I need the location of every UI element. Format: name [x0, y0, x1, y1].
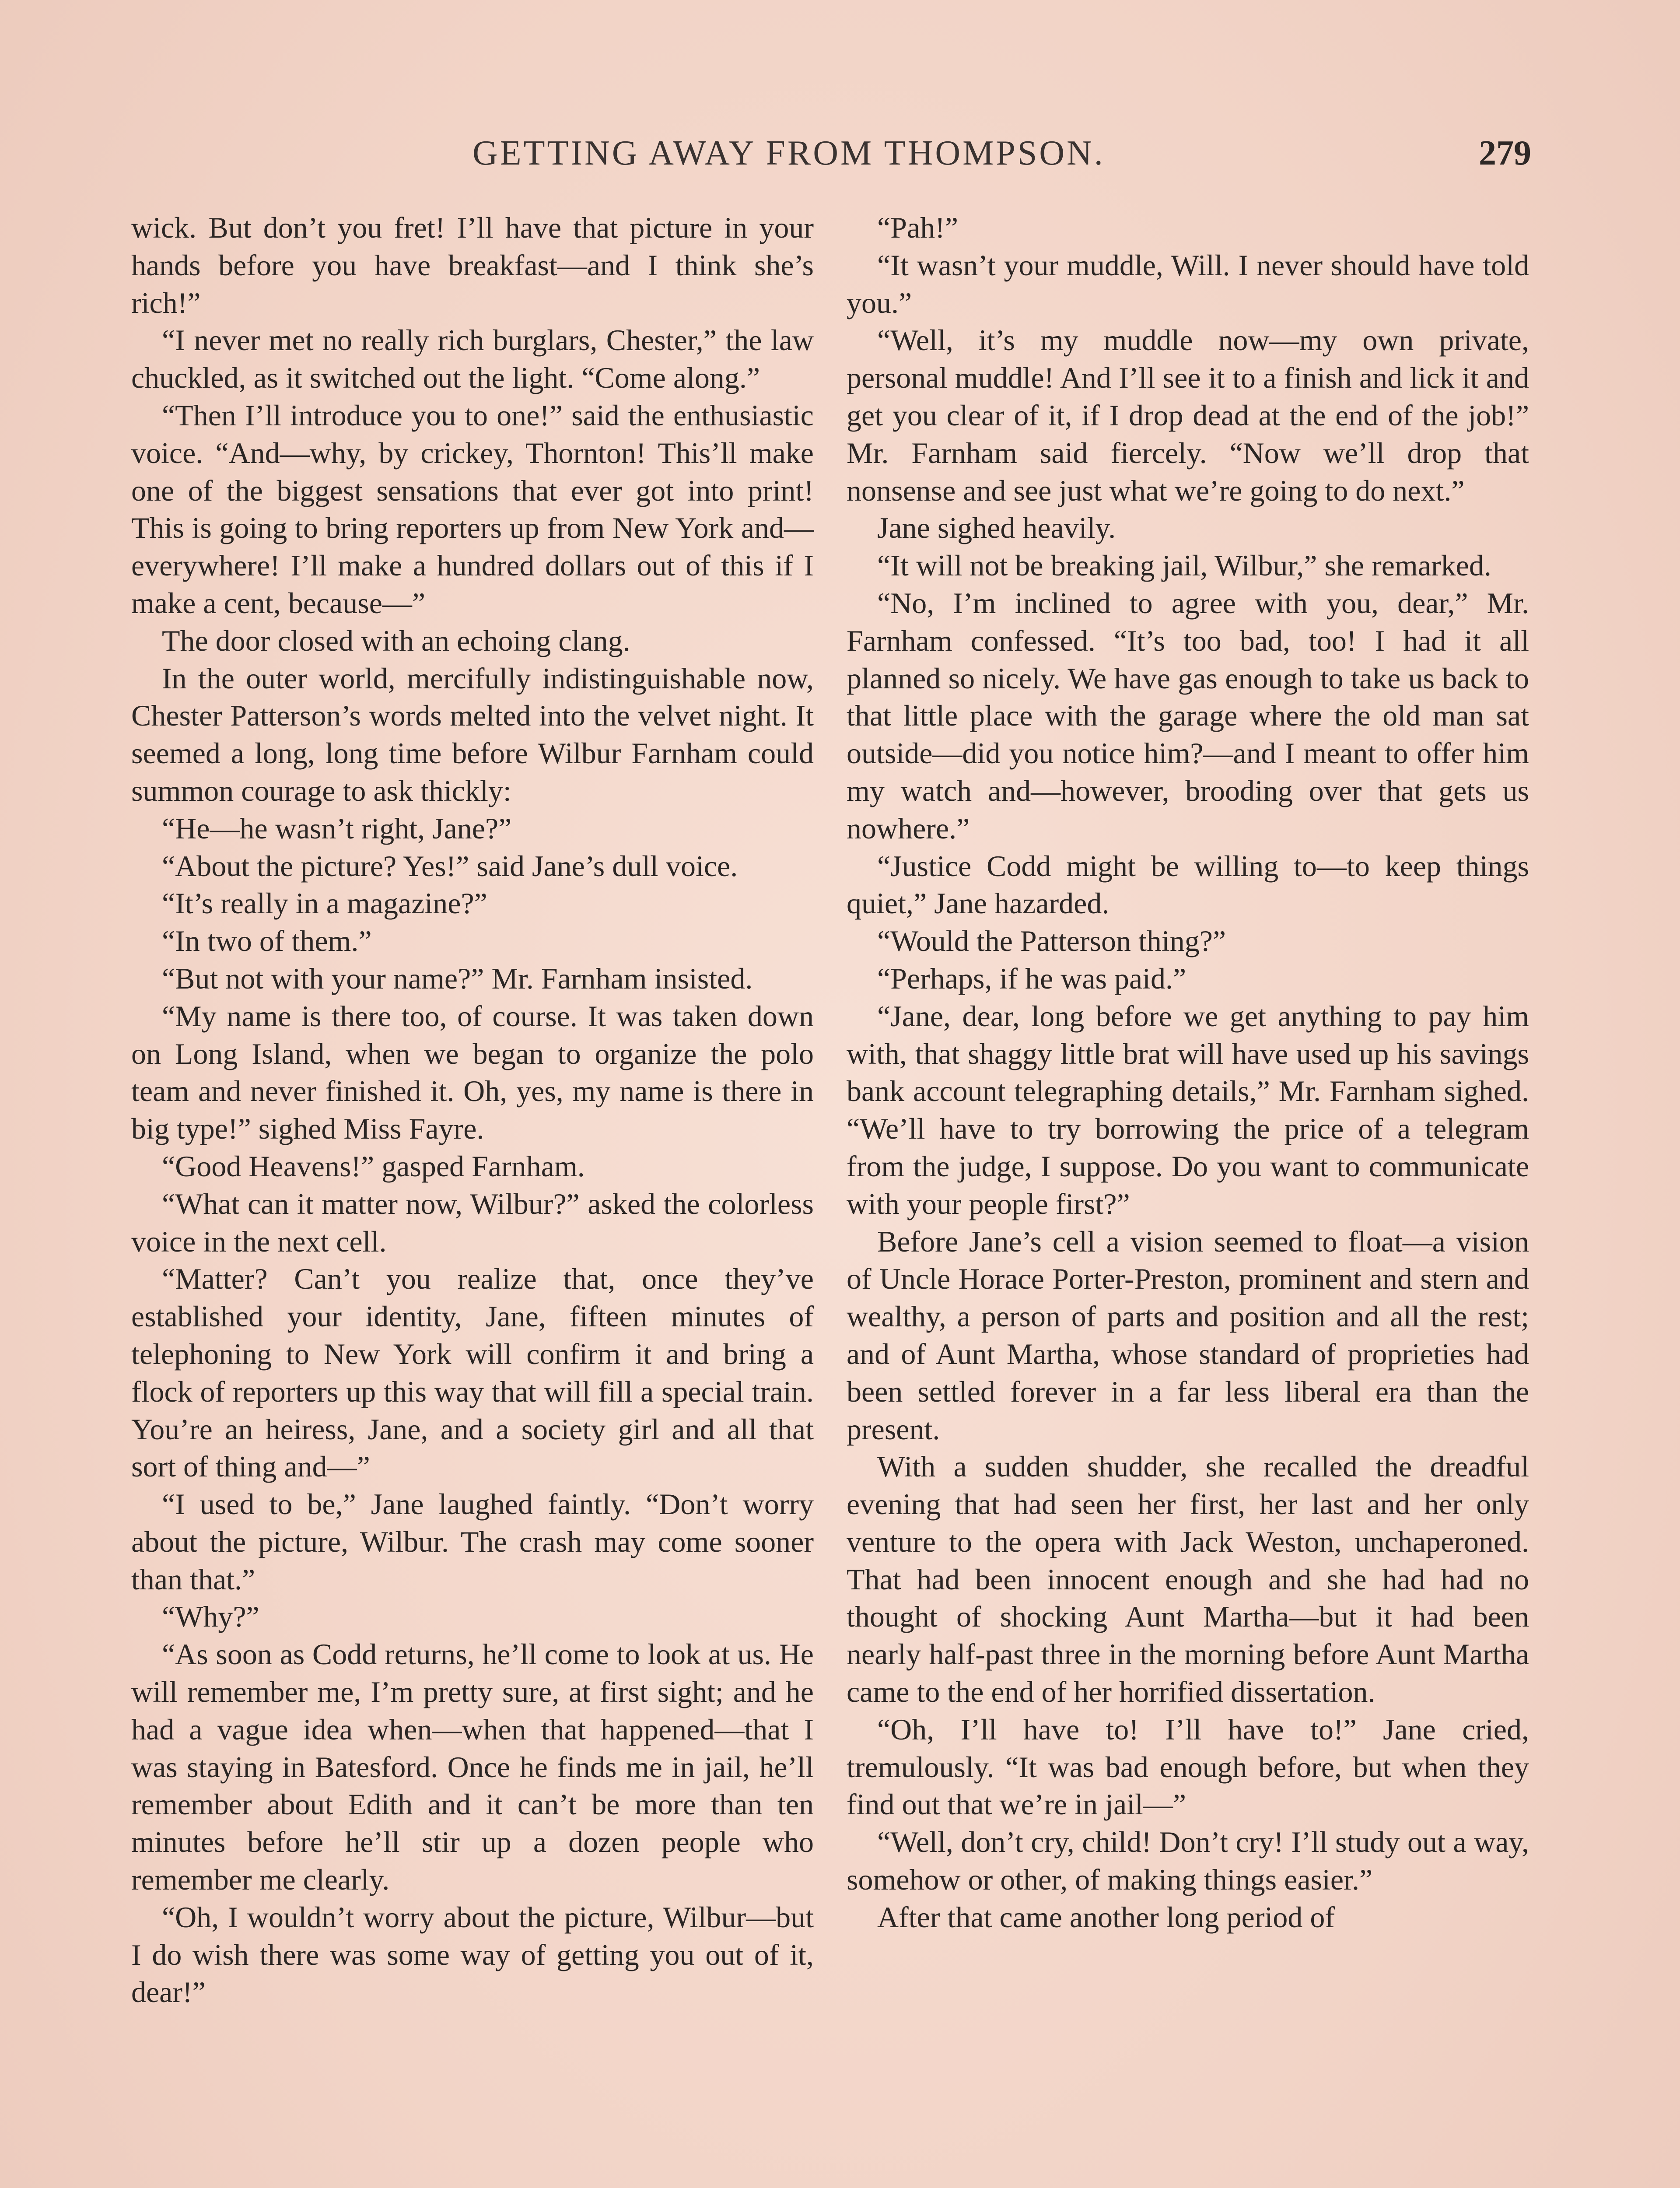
paragraph: “My name is there too, of course. It was taken down on Long Island, when we began to organize the polo team and never finished it. Oh, yes, my name is there in big type!” sighed Miss Fayre.: [131, 999, 814, 1146]
paragraph: “Justice Codd might be willing to—to keep things quiet,” Jane hazarded.: [847, 849, 1529, 920]
paragraph: wick. But don’t you fret! I’ll have that picture in your hands before you have breakfast—and I think she’s rich!”: [131, 211, 814, 319]
paragraph: “What can it matter now, Wilbur?” asked the colorless voice in the next cell.: [131, 1187, 814, 1258]
page-number: 279: [1479, 134, 1531, 172]
paragraph: “Well, don’t cry, child! Don’t cry! I’ll study out a way, somehow or other, of making things easier.”: [847, 1825, 1529, 1897]
paragraph: Jane sighed heavily.: [877, 511, 1116, 545]
paragraph: “Perhaps, if he was paid.”: [877, 961, 1186, 995]
paragraph: “I used to be,” Jane laughed faintly. “Don’t worry about the picture, Wilbur. The crash may come sooner than that.”: [131, 1487, 814, 1596]
paragraph: Before Jane’s cell a vision seemed to float—a vision of Uncle Horace Porter-Preston, prominent and stern and wealthy, a person of parts and position and all the rest; and of Aunt Martha, whose standard of proprieties had been settled forever in a far less liberal era than the present.: [847, 1224, 1529, 1446]
paragraph: “About the picture? Yes!” said Jane’s dull voice.: [162, 849, 738, 883]
paragraph: “But not with your name?” Mr. Farnham insisted.: [162, 961, 753, 995]
paragraph: “Would the Patterson thing?”: [877, 924, 1226, 958]
paragraph: After that came another long period of: [877, 1900, 1335, 1934]
left-text-column: [131, 209, 814, 2011]
paragraph: “Jane, dear, long before we get anything to pay him with, that shaggy little brat will have used up his savings bank account telegraphing details,” Mr. Farnham sighed. “We’ll have to try borrowing the price of a telegram from the judge, I suppose. Do you want to communicate with your people first?”: [847, 999, 1529, 1220]
paragraph: In the outer world, mercifully indistinguishable now, Chester Patterson’s words melted into the velvet night. It seemed a long, long time before Wilbur Farnham could summon courage to ask thickly:: [131, 661, 814, 807]
running-title: GETTING AWAY FROM THOMPSON.: [472, 134, 1105, 172]
paragraph: “It wasn’t your muddle, Will. I never should have told you.”: [847, 248, 1529, 319]
paragraph: “Good Heavens!” gasped Farnham.: [162, 1149, 585, 1183]
paragraph: “I never met no really rich burglars, Chester,” the law chuckled, as it switched out the light. “Come along.”: [131, 323, 814, 395]
paragraph: “It’s really in a magazine?”: [162, 887, 487, 920]
paragraph: The door closed with an echoing clang.: [162, 624, 630, 657]
paragraph: “In two of them.”: [162, 924, 372, 958]
paragraph: “Oh, I’ll have to! I’ll have to!” Jane cried, tremulously. “It was bad enough before, but when they find out that we’re in jail—”: [847, 1712, 1529, 1821]
paragraph: “Then I’ll introduce you to one!” said the enthusiastic voice. “And—why, by crickey, Thornton! This’ll make one of the biggest sensations that ever got into print! This is going to bring reporters up from New York and—everywhere! I’ll make a hundred dollars out of this if I make a cent, because—”: [131, 398, 814, 620]
paragraph: “Pah!”: [877, 211, 959, 244]
paragraph: “Oh, I wouldn’t worry about the picture, Wilbur—but I do wish there was some way of getting you out of it, dear!”: [131, 1900, 814, 2009]
paragraph: “No, I’m inclined to agree with you, dear,” Mr. Farnham confessed. “It’s too bad, too! I had it all planned so nicely. We have gas enough to take us back to that little place with the garage where the old man sat outside—did you notice him?—and I meant to offer him my watch and—however, brooding over that gets us nowhere.”: [847, 586, 1529, 845]
paragraph: “Why?”: [162, 1600, 259, 1634]
paragraph: With a sudden shudder, she recalled the dreadful evening that had seen her first, her last and her only venture to the opera with Jack Weston, unchaperoned. That had been innocent enough and she had had no thought of shocking Aunt Martha—but it had been nearly half-past three in the morning before Aunt Martha came to the end of her horrified dissertation.: [847, 1450, 1529, 1709]
paragraph: “Well, it’s my muddle now—my own private, personal muddle! And I’ll see it to a finish and lick it and get you clear of it, if I drop dead at the end of the job!” Mr. Farnham said fiercely. “Now we’ll drop that nonsense and see just what we’re going to do next.”: [847, 323, 1529, 507]
paragraph: “It will not be breaking jail, Wilbur,” she remarked.: [877, 549, 1491, 582]
paragraph: “He—he wasn’t right, Jane?”: [162, 811, 512, 845]
right-text-column: [847, 209, 1529, 1936]
paragraph: “Matter? Can’t you realize that, once they’ve established your identity, Jane, fifteen minutes of telephoning to New York will confirm it and bring a flock of reporters up this way that will fill a special train. You’re an heiress, Jane, and a society girl and all that sort of thing and—”: [131, 1262, 814, 1483]
paragraph: “As soon as Codd returns, he’ll come to look at us. He will remember me, I’m pretty sure, at first sight; and he had a vague idea when—when that happened—that I was staying in Batesford. Once he finds me in jail, he’ll remember about Edith and it can’t be more than ten minutes before he’ll stir up a dozen people who remember me clearly.: [131, 1637, 814, 1897]
